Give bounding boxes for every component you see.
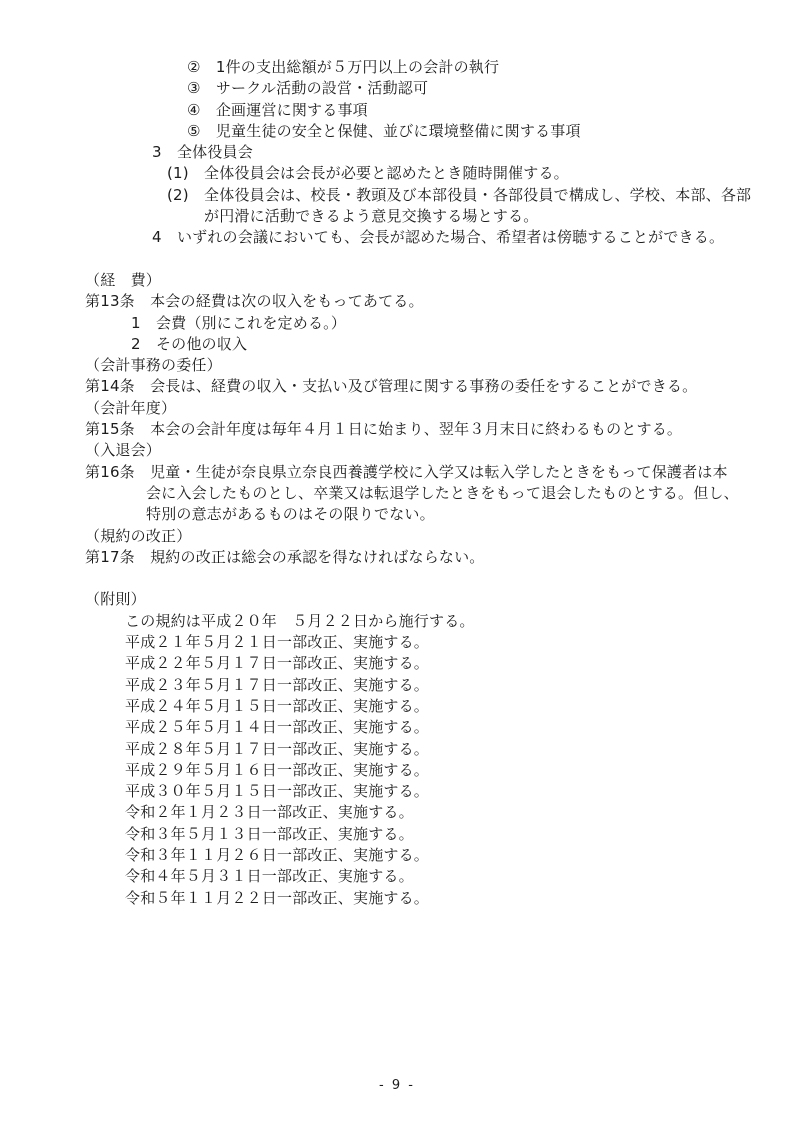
document-line: 第16条 児童・生徒が奈良県立奈良西養護学校に入学又は転入学したときをもって保護者は本 [85,462,728,481]
document-line: 第17条 規約の改正は総会の承認を得なければならない。 [85,547,485,566]
document-line: (1) 全体役員会は会長が必要と認めたとき随時開催する。 [167,164,569,183]
document-line [85,249,739,270]
document-line: 平成２４年５月１５日一部改正、実施する。 [125,696,430,715]
document-line: ② 1件の支出総額が５万円以上の会計の執行 [187,58,500,76]
document-line: この規約は平成２０年 ５月２２日から施行する。 [125,611,475,630]
document-line: 平成２５年５月１４日一部改正、実施する。 [125,718,430,737]
document-line: （規約の改正） [85,526,192,545]
document-line: （会計年度） [85,398,177,417]
document-line: 特別の意志があるものはその限りでない。 [146,505,435,524]
document-line: 平成２１年５月２１日一部改正、実施する。 [125,633,430,652]
document-line: が円滑に活動できるよう意見交換する場とする。 [204,207,539,226]
document-body [85,57,752,909]
document-line: 第13条 本会の経費は次の収入をもってあてる。 [85,292,424,311]
document-line: (2) 全体役員会は、校長・教頭及び本部役員・各部役員で構成し、学校、本部、各部 [167,185,752,204]
document-line: 令和２年１月２３日一部改正、実施する。 [125,803,414,822]
document-line: 1 会費（別にこれを定める。） [131,313,347,332]
document-line: 令和３年５月１３日一部改正、実施する。 [125,824,414,843]
document-line: 平成２２年５月１７日一部改正、実施する。 [125,654,430,673]
document-line: 会に入会したものとし、卒業又は転退学したときをもって退会したものとする。但し、 [146,483,739,502]
document-line: 令和３年１１月２６日一部改正、実施する。 [125,845,430,864]
document-line: 平成３０年５月１５日一部改正、実施する。 [125,782,430,801]
page-number: - 9 - [379,1078,415,1093]
document-line: 2 その他の収入 [131,334,248,353]
document-line: 令和４年５月３１日一部改正、実施する。 [125,867,414,886]
document-line: （経 費） [85,270,162,289]
document-line: ④ 企画運営に関する事項 [187,100,368,119]
document-line: 第14条 会長は、経費の収入・支払い及び管理に関する事務の委任をすることができる。 [85,377,698,396]
document-line: 令和５年１１月２２日一部改正、実施する。 [125,888,430,907]
document-line: 平成２８年５月１７日一部改正、実施する。 [125,739,430,758]
document-line: ⑤ 児童生徒の安全と保健、並びに環境整備に関する事項 [187,121,581,140]
document-line: ③ サークル活動の設営・活動認可 [187,79,429,98]
document-line: （入退会） [85,441,162,460]
document-line: 平成２３年５月１７日一部改正、実施する。 [125,675,430,694]
document-line [85,568,739,589]
document-line: 平成２９年５月１６日一部改正、実施する。 [125,760,430,779]
document-line: （会計事務の委任） [85,356,222,375]
document-line: 4 いずれの会議においても、会長が認めた場合、希望者は傍聴することができる。 [152,228,725,247]
document-line: 第15条 本会の会計年度は毎年４月１日に始まり、翌年３月末日に終わるものとする。 [85,420,683,439]
document-line: （附則） [85,590,146,609]
document-line: 3 全体役員会 [152,143,253,162]
